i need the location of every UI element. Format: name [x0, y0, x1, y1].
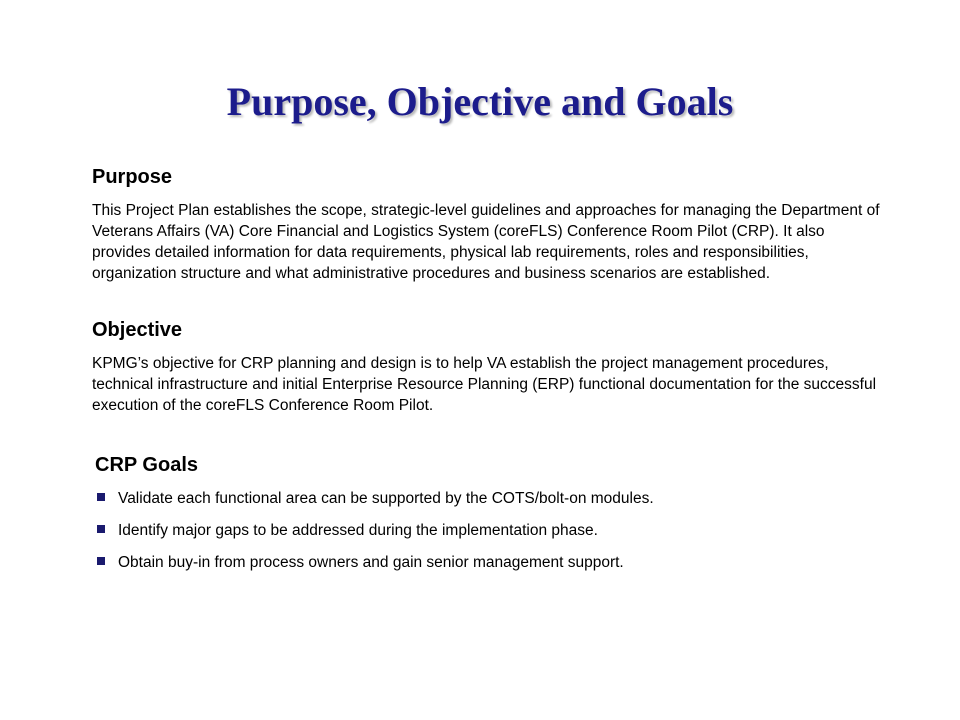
objective-heading: Objective — [92, 319, 183, 341]
objective-text: KPMG’s objective for CRP planning and design is to help VA establish the project management procedures, technical infrastructure and initial Enterprise Resource Planning (ERP) functional documentation for the successful execution of the coreFLS Conference Room Pilot. — [92, 355, 877, 414]
goal-text: Identify major gaps to be addressed during the implementation phase. — [118, 522, 598, 539]
purpose-text: This Project Plan establishes the scope, strategic-level guidelines and approaches for managing the Department of Veterans Affairs (VA) Core Financial and Logistics System (coreFLS) Conference Room Pilot (CRP). It also provides detailed information for data requirements, physical lab requirements, roles and responsibilities, organization structure and what administrative procedures and business scenarios are established. — [92, 202, 880, 282]
goal-text: Obtain buy-in from process owners and gain senior management support. — [118, 554, 624, 571]
slide-title: Purpose, Objective and Goals — [226, 79, 734, 124]
goal-text: Validate each functional area can be supported by the COTS/bolt-on modules. — [118, 490, 654, 507]
purpose-heading: Purpose — [92, 166, 173, 188]
square-bullet-icon — [97, 525, 105, 533]
square-bullet-icon — [97, 557, 105, 565]
square-bullet-icon — [97, 493, 105, 501]
crp-goals-heading: CRP Goals — [95, 454, 198, 476]
